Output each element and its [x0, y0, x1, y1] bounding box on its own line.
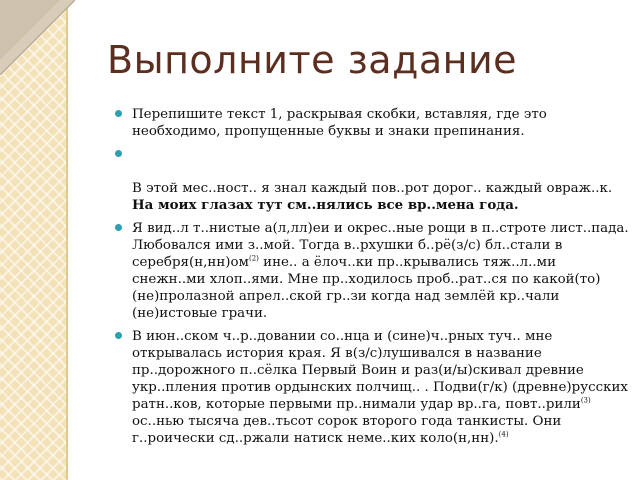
- slide-title: Выполните задание: [107, 38, 518, 82]
- instruction-text: Перепишите текст 1, раскрывая скобки, вставляя, где это необходимо, пропущенные буквы и знаки препинания.: [132, 107, 547, 139]
- text-paragraph-3: [115, 328, 630, 447]
- footnote-marker: (3): [580, 396, 591, 405]
- paragraph-3-text-continued: ос..нью тысяча дев..тьсот сорок второго года танкисты. Они г..роически сд..ржали натиск неме..ких коло(н,нн).: [132, 414, 562, 446]
- footnote-marker: (4): [498, 430, 509, 439]
- page-curl-corner-icon: [0, 0, 75, 75]
- bullet-icon: [115, 224, 122, 231]
- paragraph-1-bold-sentence: На моих глазах тут см..нялись все вр..мена года.: [132, 197, 519, 213]
- bullet-icon: [115, 110, 122, 117]
- task-content: [115, 106, 630, 453]
- text-paragraph-1: [115, 146, 630, 214]
- paragraph-2-text-continued: ине.. а ёлоч..ки пр..крывались тяж..л..ми снежн..ми хлоп..ями. Мне пр..ходилось проб..рат..ся по какой(то) (не)пролазной апрел..ской гр..зи когда над землёй кр..чали (не)истовые грачи.: [132, 255, 601, 321]
- paragraph-3-text: В июн..ском ч..р..довании со..нца и (сине)ч..рных туч.. мне открывалась история края. Я в(з/с)лушивался в название пр..дорожного п..сёлка Первый Воин и раз(и/ы)скивал древние укр..пления против ордынских полчищ.. . Подви(г/к) (древне)русских ратн..ков, которые первыми пр..нимали удар вр..га, повт..рили: [132, 329, 628, 412]
- text-paragraph-2: [115, 220, 630, 322]
- footnote-marker: (2): [248, 254, 259, 263]
- paragraph-2-text: Я вид..л т..нистые а(л,лл)еи и окрес..ные рощи в п..строте лист..пада. Любовался ими з..мой. Тогда в..рхушки б..рё(з/с) бл..стали в серебря(н,нн)ом: [132, 221, 629, 270]
- task-instruction: [115, 106, 630, 140]
- paragraph-1-text: В этой мес..ност.. я знал каждый пов..рот дорог.. каждый овраж..к.: [132, 181, 613, 196]
- bullet-icon: [115, 332, 122, 339]
- bullet-icon: [115, 150, 122, 157]
